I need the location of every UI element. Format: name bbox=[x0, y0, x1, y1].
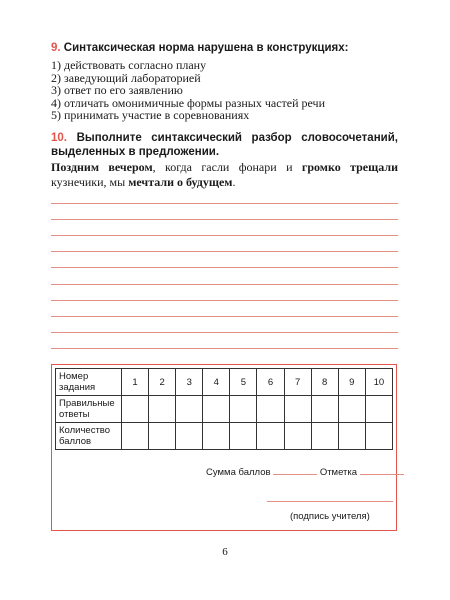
row-header-task-number: Номер задания bbox=[56, 369, 122, 396]
option-4: 4) отличать омонимичные формы разных частей речи bbox=[51, 95, 325, 110]
sentence-part-3: . bbox=[232, 174, 236, 189]
row-header-correct-answers: Правильные ответы bbox=[56, 396, 122, 423]
table-row-correct-answers bbox=[56, 396, 393, 423]
grade-blank[interactable] bbox=[360, 466, 404, 475]
points-cell[interactable] bbox=[203, 423, 230, 450]
column-1: 1 bbox=[122, 369, 149, 396]
signature-line[interactable] bbox=[267, 501, 393, 502]
row-header-points: Количество баллов bbox=[56, 423, 122, 450]
writing-line[interactable] bbox=[51, 203, 398, 204]
sum-label: Сумма баллов bbox=[206, 467, 271, 478]
table-row-points bbox=[56, 423, 393, 450]
grade-label: Отметка bbox=[319, 467, 358, 478]
answer-cell[interactable] bbox=[176, 396, 203, 423]
points-cell[interactable] bbox=[230, 423, 257, 450]
column-9: 9 bbox=[338, 369, 365, 396]
points-cell[interactable] bbox=[284, 423, 311, 450]
question-10-text: Выполните синтаксический разбор словосочетаний, выделенных в предложении. bbox=[51, 132, 398, 158]
answer-cell[interactable] bbox=[284, 396, 311, 423]
question-10-number: 10. bbox=[51, 132, 67, 144]
option-2: 2) заведующий лабораторией bbox=[51, 70, 201, 85]
column-7: 7 bbox=[284, 369, 311, 396]
column-5: 5 bbox=[230, 369, 257, 396]
question-10-title bbox=[51, 131, 398, 159]
column-4: 4 bbox=[203, 369, 230, 396]
phrase-2: громко трещали bbox=[301, 160, 399, 174]
question-9-title bbox=[51, 41, 398, 55]
writing-line[interactable] bbox=[51, 219, 398, 220]
page-number: 6 bbox=[222, 546, 228, 558]
writing-line[interactable] bbox=[51, 348, 398, 349]
points-cell[interactable] bbox=[365, 423, 392, 450]
writing-line[interactable] bbox=[51, 332, 398, 333]
answer-cell[interactable] bbox=[365, 396, 392, 423]
points-cell[interactable] bbox=[338, 423, 365, 450]
answer-cell[interactable] bbox=[230, 396, 257, 423]
phrase-1: Поздним вечером bbox=[51, 160, 153, 174]
answer-cell[interactable] bbox=[122, 396, 149, 423]
writing-line[interactable] bbox=[51, 267, 398, 268]
option-1: 1) действовать согласно плану bbox=[51, 58, 207, 72]
option-5: 5) принимать участие в соревнованиях bbox=[51, 108, 250, 123]
sentence-part-2: кузнечики, мы bbox=[51, 174, 129, 189]
question-9-number: 9. bbox=[51, 42, 61, 54]
column-6: 6 bbox=[257, 369, 284, 396]
answer-cell[interactable] bbox=[203, 396, 230, 423]
question-9-options bbox=[51, 59, 325, 122]
points-cell[interactable] bbox=[176, 423, 203, 450]
answer-cell[interactable] bbox=[311, 396, 338, 423]
answer-cell[interactable] bbox=[149, 396, 176, 423]
answer-cell[interactable] bbox=[257, 396, 284, 423]
sentence-part-1: , когда гасли фонари и bbox=[152, 160, 302, 174]
points-cell[interactable] bbox=[149, 423, 176, 450]
question-10-sentence bbox=[51, 160, 398, 189]
column-3: 3 bbox=[176, 369, 203, 396]
answer-cell[interactable] bbox=[338, 396, 365, 423]
writing-line[interactable] bbox=[51, 235, 398, 236]
writing-line[interactable] bbox=[51, 251, 398, 252]
column-10: 10 bbox=[365, 369, 392, 396]
score-summary bbox=[206, 466, 404, 478]
question-9-text: Синтаксическая норма нарушена в конструкциях: bbox=[63, 42, 349, 54]
score-table bbox=[55, 368, 393, 450]
sum-blank[interactable] bbox=[273, 466, 317, 475]
table-row-task-numbers bbox=[56, 369, 393, 396]
signature-caption: (подпись учителя) bbox=[290, 511, 370, 522]
points-cell[interactable] bbox=[257, 423, 284, 450]
phrase-3: мечтали о будущем bbox=[128, 174, 233, 189]
writing-line[interactable] bbox=[51, 316, 398, 317]
column-8: 8 bbox=[311, 369, 338, 396]
writing-line[interactable] bbox=[51, 300, 398, 301]
points-cell[interactable] bbox=[311, 423, 338, 450]
writing-line[interactable] bbox=[51, 284, 398, 285]
option-3: 3) ответ по его заявлению bbox=[51, 83, 183, 98]
points-cell[interactable] bbox=[122, 423, 149, 450]
column-2: 2 bbox=[149, 369, 176, 396]
